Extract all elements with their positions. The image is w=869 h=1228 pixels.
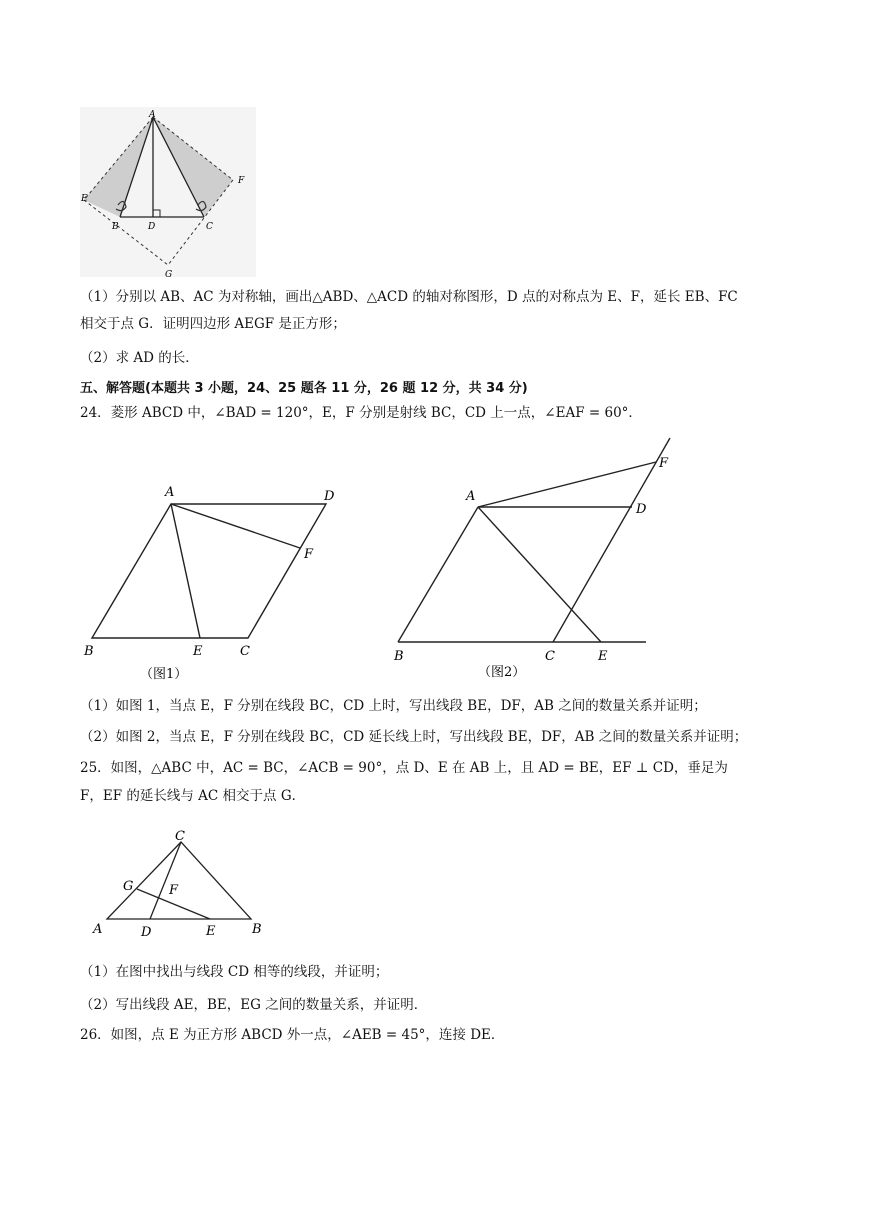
q24-part2: （2）如图 2，当点 E，F 分别在线段 BC，CD 延长线上时，写出线段 BE，DF，AB 之间的数量关系并证明； bbox=[80, 729, 748, 745]
q25-label-F: F bbox=[169, 883, 179, 898]
q25-label-D: D bbox=[141, 925, 152, 940]
segment-AE bbox=[478, 507, 601, 642]
segment-AF bbox=[478, 462, 656, 507]
label-D: D bbox=[148, 222, 156, 232]
fig2-label-D: D bbox=[636, 502, 647, 517]
segment-CD bbox=[150, 842, 181, 919]
label-C: C bbox=[206, 222, 213, 232]
q24-stem: 24．菱形 ABCD 中，∠BAD = 120°，E，F 分别是射线 BC，CD 上一点，∠EAF = 60°． bbox=[80, 405, 642, 421]
q23-part1-line2: 相交于点 G．证明四边形 AEGF 是正方形； bbox=[80, 316, 346, 332]
q25-label-C: C bbox=[175, 829, 185, 844]
fig1-label-B: B bbox=[84, 644, 94, 659]
q25-stem-line2: F，EF 的延长线与 AC 相交于点 G． bbox=[80, 788, 306, 804]
q24-part1: （1）如图 1，当点 E，F 分别在线段 BC，CD 上时，写出线段 BE，DF，AB 之间的数量关系并证明； bbox=[80, 698, 707, 714]
fig1-label-E: E bbox=[193, 644, 203, 659]
fig2-label-E: E bbox=[598, 649, 608, 664]
label-A: A bbox=[149, 110, 156, 120]
segment-AB bbox=[398, 507, 478, 642]
q24-figure-1 bbox=[78, 478, 348, 683]
q25-label-E: E bbox=[206, 924, 216, 939]
q25-label-A: A bbox=[93, 922, 103, 937]
fig2-caption: （图2） bbox=[478, 665, 526, 680]
q25-stem-line1: 25．如图，△ABC 中，AC = BC，∠ACB = 90°，点 D、E 在 AB 上，且 AD = BE，EF ⊥ CD，垂足为 bbox=[80, 760, 728, 776]
q25-part1: （1）在图中找出与线段 CD 相等的线段，并证明； bbox=[80, 964, 389, 980]
label-G: G bbox=[165, 270, 173, 280]
fig2-label-C: C bbox=[545, 649, 555, 664]
q26-stem: 26．如图，点 E 为正方形 ABCD 外一点，∠AEB = 45°，连接 DE． bbox=[80, 1027, 505, 1043]
q23-part2: （2）求 AD 的长． bbox=[80, 350, 199, 366]
fig2-label-A: A bbox=[466, 489, 476, 504]
fig1-label-C: C bbox=[240, 644, 250, 659]
label-E: E bbox=[81, 194, 88, 204]
fig2-label-F: F bbox=[659, 456, 669, 471]
q25-label-B: B bbox=[252, 922, 262, 937]
section-heading: 五、解答题(本题共 3 小题，24、25 题各 11 分，26 题 12 分，共 34 分) bbox=[80, 381, 528, 396]
q24-figure-2 bbox=[388, 430, 688, 685]
label-F: F bbox=[238, 176, 245, 186]
fig1-label-A: A bbox=[165, 485, 175, 500]
rhombus-ABCD bbox=[92, 504, 326, 638]
q23-part1-line1: （1）分别以 AB、AC 为对称轴，画出△ABD、△ACD 的轴对称图形，D 点的对称点为 E、F，延长 EB、FC bbox=[80, 289, 738, 305]
segment-AF bbox=[171, 504, 300, 548]
fig2-label-B: B bbox=[394, 649, 404, 664]
ray-CD bbox=[553, 438, 670, 642]
kite-figure bbox=[78, 105, 258, 280]
q25-label-G: G bbox=[123, 879, 134, 894]
fig1-caption: （图1） bbox=[140, 667, 188, 682]
fig1-label-D: D bbox=[324, 489, 335, 504]
label-B: B bbox=[112, 222, 119, 232]
q25-part2: （2）写出线段 AE，BE，EG 之间的数量关系，并证明． bbox=[80, 997, 428, 1013]
q25-figure bbox=[88, 828, 273, 940]
fig1-label-F: F bbox=[304, 547, 314, 562]
segment-AE bbox=[171, 504, 200, 638]
